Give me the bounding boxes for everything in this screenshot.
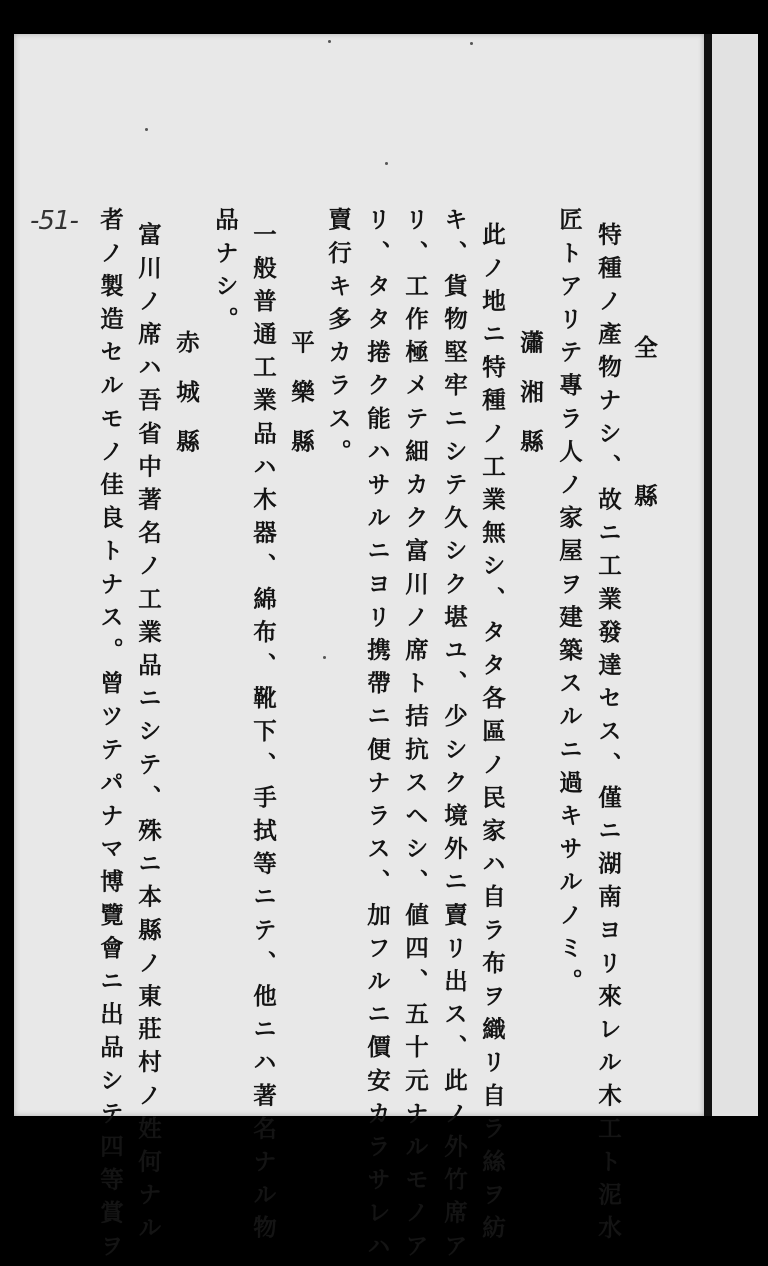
text-column: 品ナシ。: [211, 207, 239, 340]
text-column: リ、工作極メテ細カク富川ノ席ト拮抗スヘシ、値四、五十元ナルモノア: [401, 207, 429, 1266]
text-column: 匠トアリテ專ラ人ノ家屋ヲ建築スルニ過キサルノミ。: [555, 207, 583, 1002]
text-column: キ、貨物堅牢ニシテ久シク堪ユ、少シク境外ニ賣リ出ス、此ノ外竹席ア: [440, 207, 468, 1266]
text-column: 者ノ製造セルモノ佳良トナス。曾ツテパナマ博覽會ニ出品シテ四等賞ヲ: [96, 207, 124, 1266]
text-column: 此ノ地ニ特種ノ工業無シ、タタ各區ノ民家ハ自ラ布ヲ織リ自ラ絲ヲ紡: [478, 222, 506, 1249]
text-column: 一般普通工業品ハ木器、綿布、靴下、手拭等ニテ、他ニハ著名ナル物: [249, 222, 277, 1249]
adjacent-page-edge: [712, 34, 758, 1116]
heading-zen-county: 全 縣: [630, 335, 658, 533]
heading-chicheng-county: 赤城縣: [172, 330, 200, 479]
heading-pingle-county: 平樂縣: [287, 330, 315, 479]
page-binding-edge: [704, 34, 712, 1116]
text-column: 特種ノ產物ナシ、故ニ工業發達セス、僅ニ湖南ヨリ來レル木工ト泥水: [594, 222, 622, 1249]
heading-xiaoxiang-county: 瀟湘縣: [516, 330, 544, 479]
text-column: 賣行キ多カラス。: [324, 207, 352, 472]
page-number: -51-: [30, 206, 78, 236]
text-column: リ、タタ捲ク能ハサルニヨリ携帶ニ便ナラス、加フルニ價安カラサレハ: [363, 207, 391, 1266]
text-column: 富川ノ席ハ吾省中著名ノ工業品ニシテ、殊ニ本縣ノ東莊村ノ姓何ナル: [134, 222, 162, 1249]
